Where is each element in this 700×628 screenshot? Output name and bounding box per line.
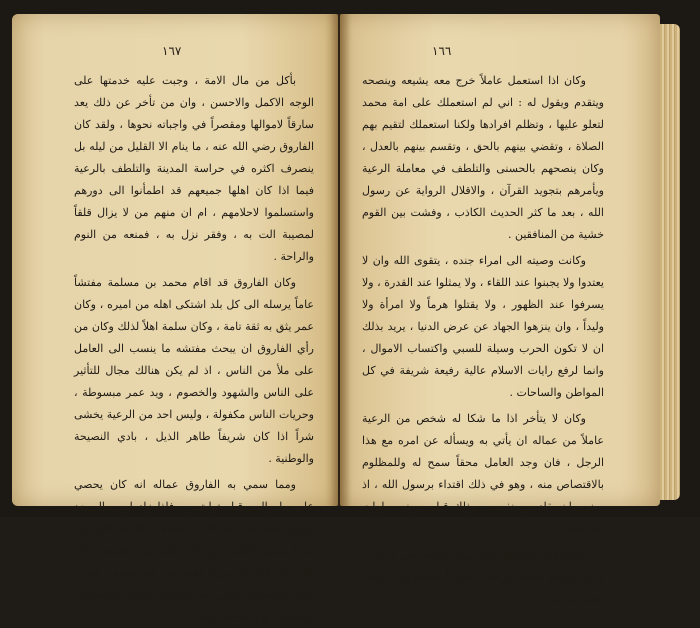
right-paragraph-4: والواقع ان الفاروق كان يريد عماله على غراره ، وكان يريدهم خداماً للرعية لا اسياداً يستعبدونها ، وكان يعتقد ان من (362, 548, 604, 605)
book-gutter (330, 14, 350, 506)
right-page-text (362, 70, 604, 610)
right-paragraph-3: وكان لا يتأخر اذا ما شكا له شخص من الرعية عاملاً من عماله ان يأتي به ويسأله عن امره مع هذا الرجل ، فان وجد العامل محقاً سمح له وللمظلوم بالاقتصاص منه ، وهو في ذلك اقتداء برسول الله ، اذ رضي بان يقاد من نفسه ، وذلك قبل مرضه صلوات الله عليه . (362, 412, 604, 535)
right-paragraph-2: وكانت وصيته الى امراء جنده ، يتقوى الله وان لا يعتدوا ولا يجبنوا عند اللقاء ، ولا يمثلوا عند القدرة ، ولا يسرفوا عند الظهور ، ولا يقتلوا هرماً ولا امرأة ولا وليداً ، وان ينزهوا الجهاد عن عرض الدنيا ، يريد بذلك ان لا تكون الحرب وسيلة للسبي واكتساب الاموال ، وانما لرفع رايات الاسلام عالية رفيعة شريفة في كل المواطن والساحات . (362, 254, 604, 399)
open-book (12, 14, 688, 623)
left-paragraph-2: وكان الفاروق قد اقام محمد بن مسلمة مفتشاً عاماً يرسله الى كل بلد اشتكى اهله من اميره ، وكان عمر يثق به ثقة تامة ، وكان سلمة اهلاً لذلك وكان من رأي الفاروق ان يبحث مفتشه ما ينسب الى العامل على ملأ من الناس ، اذ لم يكن هنالك مجال للتأثير على الناس والشهود والخصوم ، ويد عمر مبسوطة ، وحريات الناس مكفولة ، وليس احد من الرعية يخشى شراً اذا كان شريفاً طاهر الذيل ، بادي النصيحة والوطنية . (74, 276, 314, 465)
left-paragraph-1: بأكل من مال الامة ، وجبت عليه خدمتها على الوجه الاكمل والاحسن ، وان من تأخر عن ذلك يعد سارقاً لاموالها ومقصراً في واجباته نحوها ، ولقد كان الفاروق رضي الله عنه ، ما ينام الا القليل من ليله بل ينصرف اكثره في حراسة المدينة والتلطف بالرعية فيما اذا كان اهلها جميعهم قد اطمأنوا الى دورهم واستسلموا لاحلامهم ، ام ان منهم من لا يزال قلقاً لمصيبة الت به ، وفقر نزل به ، فمنعه من النوم والراحة . (74, 74, 314, 263)
right-paragraph-1: وكان اذا استعمل عاملاً خرج معه يشيعه وينصحه ويتقدم ويقول له : اني لم استعملك على امة محمد لتعلو عليها ، وتظلم افرادها ولكنا استعملك لتقيم بهم الصلاة ، وتقضي بينهم بالحق ، وتقسم بينهم بالعدل ، وكان ينصحهم بالحسنى والتلطف في معاملة الرعية ويأمرهم بتجويد القرآن ، والاقلال الرواية عن رسول الله ، بعد ما كثر الحديث الكاذب ، وفشت بين القوم خشية من المنافقين . (362, 74, 604, 241)
left-page-number: ١٦٧ (162, 44, 182, 58)
right-page-number: ١٦٦ (432, 44, 452, 58)
page-edges (660, 24, 680, 500)
left-page-text (74, 70, 314, 628)
left-paragraph-3: ومما سمي به الفاروق عماله انه كان يحصي عليهم اموالهم قبل توليتهم ، فاذا زاد لهم مال بعد ولايتهم صادرهم عليه كله او بعضه ، ذلك انه كان يرى ان لا يتناول العامل من مال الامة فوق كفايته ، فاذا كثر ماله كان اما مريباً اخذه من غير محله ، فيرث مال المسلمين اولى به فيوفيهم اليتيم والمسكين والضعيف وذو الحاجة واما (74, 478, 314, 623)
right-page (340, 14, 660, 605)
left-page (12, 14, 338, 623)
